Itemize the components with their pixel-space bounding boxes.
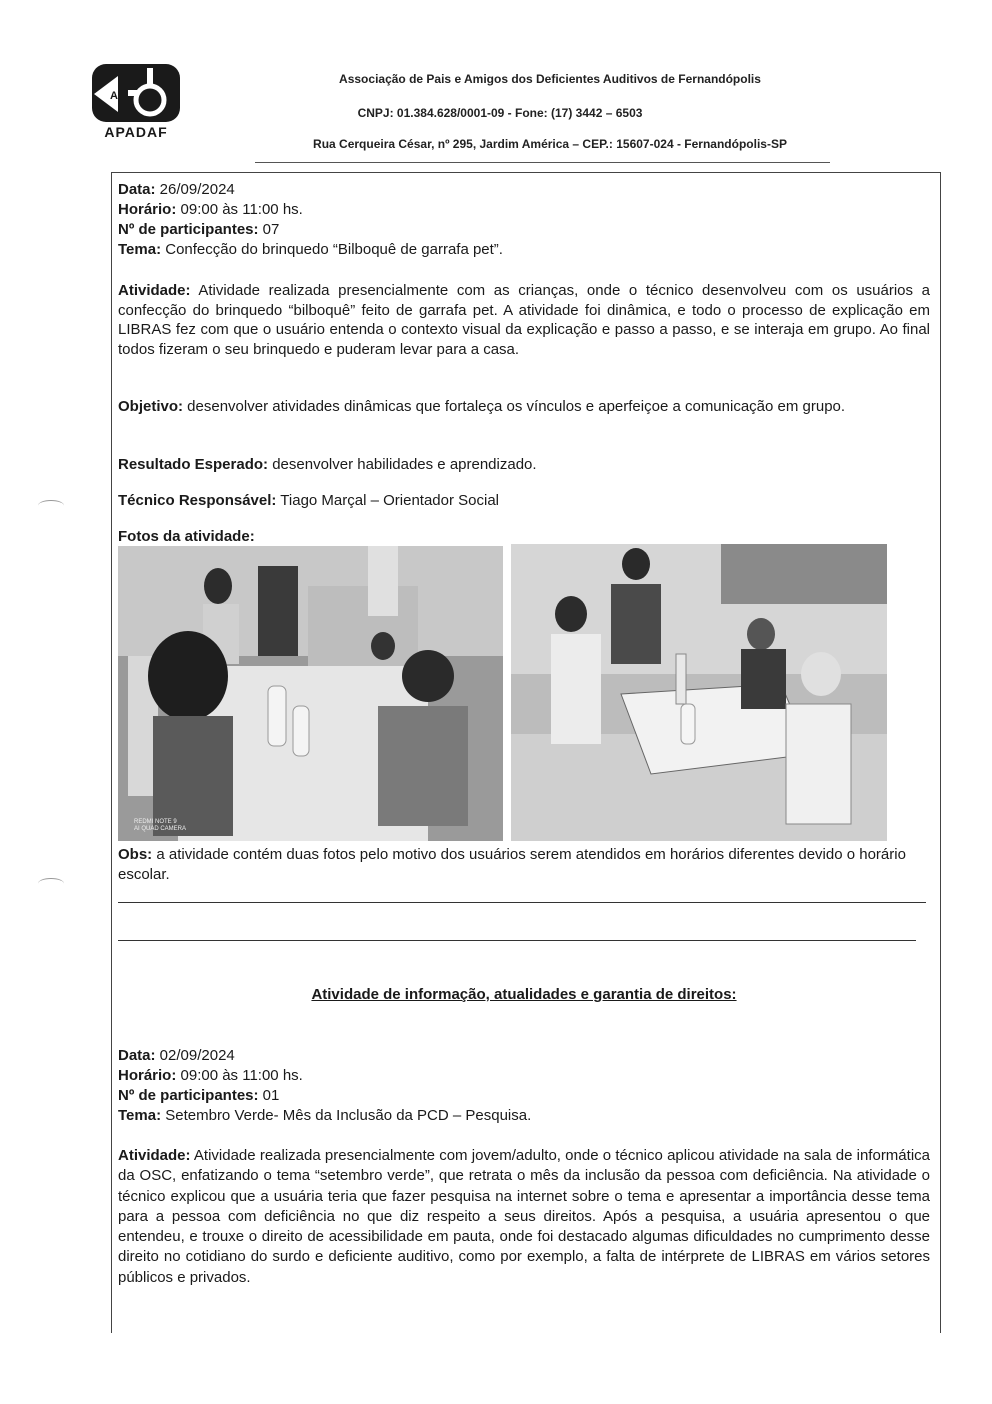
activity1-description [118, 281, 930, 359]
cnpj-phone: CNPJ: 01.384.628/0001-09 - Fone: (17) 3442 – 6503 [357, 106, 643, 120]
activity-photo-1 [118, 546, 503, 841]
activity-label: Atividade: [118, 282, 191, 299]
theme-label: Tema: [118, 1107, 162, 1124]
time-value: 09:00 às 11:00 hs. [176, 1067, 303, 1084]
activity-text: Atividade realizada presencialmente com as crianças, onde o técnico desenvolveu com os usuários a confecção do brinquedo “bilboquê” feito de garrafa pet. A atividade foi dinâmica, e todo o processo de explicação em LIBRAS fez com que o usuário entenda o contexto visual da explicação e passo a passo, e se interaja em grupo. Ao final todos fizeram o seu brinquedo e puderam levar para a casa. [118, 282, 930, 358]
activity1-technician [118, 491, 930, 511]
result-label: Resultado Esperado: [118, 456, 269, 473]
margin-mark [38, 500, 64, 511]
date-value: 02/09/2024 [155, 1047, 235, 1064]
activity1-theme [118, 240, 930, 260]
photo-1-image [118, 546, 503, 841]
participants-value: 07 [258, 221, 280, 238]
divider-line [118, 902, 926, 903]
activity2-theme [118, 1106, 930, 1126]
logo-name: APADAF [104, 124, 168, 140]
result-text: desenvolver habilidades e aprendizado. [268, 456, 537, 473]
org-name: Associação de Pais e Amigos dos Deficientes Auditivos de Fernandópolis [339, 72, 761, 86]
divider-line [118, 940, 916, 941]
photo-watermark [134, 819, 186, 833]
objective-text: desenvolver atividades dinâmicas que fortaleça os vínculos e aperfeiçoe a comunicação em grupo. [183, 398, 846, 415]
watermark-line-2: AI QUAD CAMERA [134, 826, 187, 832]
time-label: Horário: [118, 201, 177, 218]
header-divider [255, 162, 830, 163]
objective-label: Objetivo: [118, 398, 184, 415]
technician-label: Técnico Responsável: [118, 492, 277, 509]
watermark-line-1: REDMI NOTE 9 [134, 819, 177, 825]
obs-text: a atividade contém duas fotos pelo motivo dos usuários serem atendidos em horários diferentes devido o horário escolar. [118, 846, 906, 883]
photo-2-image [511, 544, 887, 841]
activity2-participants [118, 1086, 930, 1106]
date-label: Data: [118, 1047, 156, 1064]
theme-value: Confecção do brinquedo “Bilboquê de garrafa pet”. [161, 241, 503, 258]
activity1-objective [118, 397, 930, 417]
address: Rua Cerqueira César, nº 295, Jardim América – CEP.: 15607-024 - Fernandópolis-SP [313, 137, 787, 151]
activity-photo-2 [511, 544, 887, 841]
activity1-result [118, 455, 930, 475]
apadaf-logo [88, 62, 184, 144]
activity2-date [118, 1046, 930, 1066]
time-value: 09:00 às 11:00 hs. [176, 201, 303, 218]
activity1-observation [118, 845, 930, 884]
time-label: Horário: [118, 1067, 177, 1084]
technician-text: Tiago Marçal – Orientador Social [276, 492, 499, 509]
activity2-description [118, 1146, 930, 1288]
logo-icon [88, 62, 184, 124]
participants-value: 01 [258, 1087, 280, 1104]
svg-text:A: A [110, 90, 118, 102]
date-value: 26/09/2024 [155, 181, 235, 198]
activity-label: Atividade: [118, 1147, 191, 1164]
section-title: Atividade de informação, atualidades e garantia de direitos: [311, 986, 737, 1003]
theme-label: Tema: [118, 241, 162, 258]
participants-label: Nº de participantes: [118, 221, 259, 238]
theme-value: Setembro Verde- Mês da Inclusão da PCD – Pesquisa. [161, 1107, 532, 1124]
activity-text: Atividade realizada presencialmente com jovem/adulto, onde o técnico aplicou atividade na sala de informática da OSC, enfatizando o tema “setembro verde”, que retrata o mês da inclusão da pessoa com deficiência. Na atividade o técnico explicou que a usuária teria que fazer pesquisa na internet sobre o tema e apresentar a importância desse tema para a pessoa com deficiência no que diz respeito a seus direitos. Após a pesquisa, a usuária apresentou o que entendeu, e trouxe o direito de acessibilidade em pauta, onde foi destacado algumas dificuldades no cumprimento desse direito no cotidiano do surdo e deficiente auditivo, como por exemplo, a falta de intérprete de LIBRAS em vários setores públicos e privados. [118, 1147, 930, 1286]
activity1-participants [118, 220, 930, 240]
activity2-time [118, 1066, 930, 1086]
activity1-time [118, 200, 930, 220]
participants-label: Nº de participantes: [118, 1087, 259, 1104]
activity1-date [118, 180, 930, 200]
obs-label: Obs: [118, 846, 153, 863]
margin-mark [38, 878, 64, 889]
date-label: Data: [118, 181, 156, 198]
photos-label: Fotos da atividade: [118, 528, 255, 545]
